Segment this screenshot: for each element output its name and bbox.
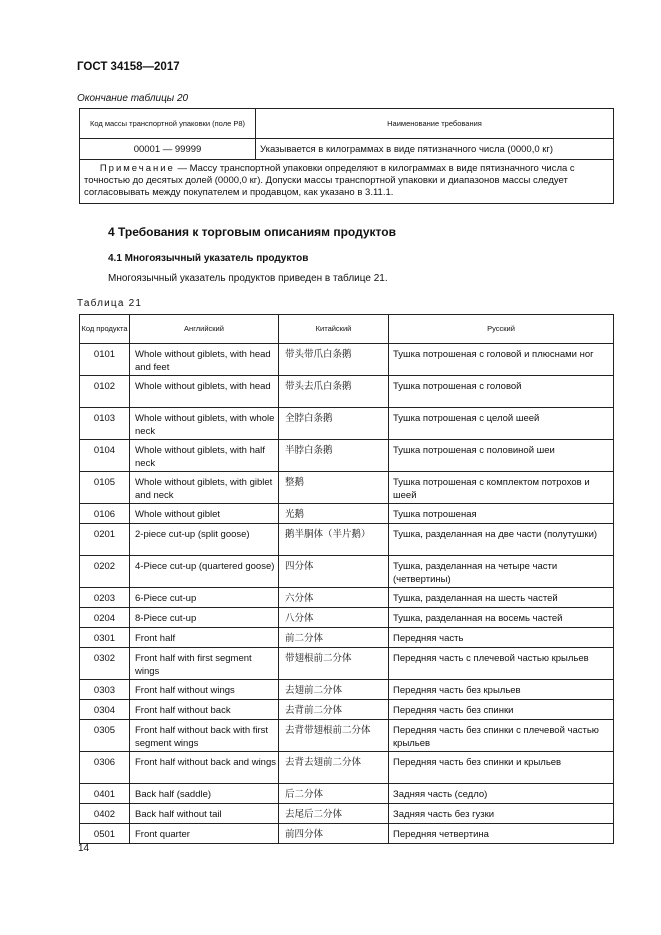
chinese-cell: 带翅根前二分体 (279, 648, 389, 680)
russian-cell: Передняя часть (389, 628, 614, 648)
code-cell: 0402 (80, 804, 130, 824)
chinese-cell: 八分体 (279, 608, 389, 628)
table-row (80, 720, 614, 752)
table-21-body (80, 344, 614, 844)
chinese-cell: 带头带爪白条鹅 (279, 344, 389, 376)
table-row (80, 524, 614, 556)
col-header-code: Код продукта (80, 315, 130, 344)
code-cell: 0304 (80, 700, 130, 720)
english-cell: Front half (130, 628, 279, 648)
chinese-cell: 半脖白条鹅 (279, 440, 389, 472)
code-cell: 0105 (80, 472, 130, 504)
section-4-heading: 4 Требования к торговым описаниям продуктов (108, 225, 396, 239)
code-cell: 0204 (80, 608, 130, 628)
english-cell: Whole without giblets, with giblet and neck (130, 472, 279, 504)
russian-cell: Передняя часть без спинки и крыльев (389, 752, 614, 784)
table-20-row (80, 139, 614, 160)
note-label: Примечание (99, 163, 175, 174)
table-row (80, 556, 614, 588)
col-header-russian: Русский (389, 315, 614, 344)
col-header-english: Английский (130, 315, 279, 344)
section-4-1-intro: Многоязычный указатель продуктов приведен в таблице 21. (108, 273, 388, 284)
russian-cell: Тушка потрошеная с целой шеей (389, 408, 614, 440)
russian-cell: Задняя часть (седло) (389, 784, 614, 804)
chinese-cell: 去背去翅前二分体 (279, 752, 389, 784)
table-row (80, 504, 614, 524)
table-20 (79, 108, 614, 204)
russian-cell: Передняя четвертина (389, 824, 614, 844)
table-20-header-row (80, 109, 614, 139)
col-header-chinese: Китайский (279, 315, 389, 344)
table-row (80, 804, 614, 824)
chinese-cell: 前四分体 (279, 824, 389, 844)
chinese-cell: 带头去爪白条鹅 (279, 376, 389, 408)
table-row (80, 824, 614, 844)
russian-cell: Тушка потрошеная с комплектом потрохов и шеей (389, 472, 614, 504)
table-21 (79, 314, 614, 844)
table-row (80, 752, 614, 784)
note-text: — Массу транспортной упаковки определяют в килограммах в виде пятизначного числа с точностью до десятых долей (0000,0 кг). Допуски массы транспортной упаковки и диапазонов массы следует согласовывать между покупателем и продавцом, как указано в 3.11.1. (84, 163, 575, 198)
russian-cell: Тушка потрошеная с головой и плюснами ног (389, 344, 614, 376)
code-cell: 0101 (80, 344, 130, 376)
code-cell: 0202 (80, 556, 130, 588)
code-cell: 0303 (80, 680, 130, 700)
english-cell: Front half without back with first segment wings (130, 720, 279, 752)
table-20-col-code-header: Код массы транспортной упаковки (поле P8) (80, 109, 256, 139)
english-cell: Back half (saddle) (130, 784, 279, 804)
russian-cell: Тушка потрошеная с половиной шеи (389, 440, 614, 472)
code-cell: 0305 (80, 720, 130, 752)
russian-cell: Тушка, разделанная на шесть частей (389, 588, 614, 608)
table-20-col-name-header: Наименование требования (256, 109, 614, 139)
section-4-1-heading: 4.1 Многоязычный указатель продуктов (108, 253, 309, 264)
table-21-header-row (80, 315, 614, 344)
table-row (80, 608, 614, 628)
code-cell: 0104 (80, 440, 130, 472)
russian-cell: Тушка, разделанная на восемь частей (389, 608, 614, 628)
code-cell: 0106 (80, 504, 130, 524)
code-cell: 0302 (80, 648, 130, 680)
table-row (80, 700, 614, 720)
chinese-cell: 去翅前二分体 (279, 680, 389, 700)
table-row (80, 376, 614, 408)
code-cell: 0301 (80, 628, 130, 648)
russian-cell: Тушка, разделанная на две части (полутушки) (389, 524, 614, 556)
chinese-cell: 六分体 (279, 588, 389, 608)
chinese-cell: 全脖白条鹅 (279, 408, 389, 440)
russian-cell: Тушка, разделанная на четыре части (четвертины) (389, 556, 614, 588)
page-number: 14 (78, 843, 90, 854)
english-cell: Front half with first segment wings (130, 648, 279, 680)
table-row (80, 680, 614, 700)
table-row (80, 408, 614, 440)
chinese-cell: 去背前二分体 (279, 700, 389, 720)
english-cell: Whole without giblets, with head and feet (130, 344, 279, 376)
russian-cell: Задняя часть без гузки (389, 804, 614, 824)
table-20-code-cell: 00001 — 99999 (80, 139, 256, 160)
russian-cell: Тушка потрошеная (389, 504, 614, 524)
russian-cell: Передняя часть без спинки (389, 700, 614, 720)
code-cell: 0201 (80, 524, 130, 556)
russian-cell: Передняя часть без спинки с плечевой частью крыльев (389, 720, 614, 752)
chinese-cell: 前二分体 (279, 628, 389, 648)
code-cell: 0102 (80, 376, 130, 408)
table-row (80, 440, 614, 472)
chinese-cell: 光鹅 (279, 504, 389, 524)
chinese-cell: 四分体 (279, 556, 389, 588)
table-20-caption: Окончание таблицы 20 (77, 93, 189, 104)
english-cell: Front quarter (130, 824, 279, 844)
russian-cell: Передняя часть без крыльев (389, 680, 614, 700)
table-21-caption: Таблица 21 (77, 298, 143, 309)
english-cell: 4-Piece cut-up (quartered goose) (130, 556, 279, 588)
chinese-cell: 整鹅 (279, 472, 389, 504)
english-cell: Whole without giblets, with half neck (130, 440, 279, 472)
english-cell: 2-piece cut-up (split goose) (130, 524, 279, 556)
code-cell: 0306 (80, 752, 130, 784)
table-20-note (80, 160, 614, 204)
russian-cell: Тушка потрошеная с головой (389, 376, 614, 408)
code-cell: 0103 (80, 408, 130, 440)
english-cell: Whole without giblets, with head (130, 376, 279, 408)
english-cell: Front half without back and wings (130, 752, 279, 784)
english-cell: 8-Piece cut-up (130, 608, 279, 628)
table-row (80, 628, 614, 648)
chinese-cell: 去尾后二分体 (279, 804, 389, 824)
english-cell: Back half without tail (130, 804, 279, 824)
code-cell: 0203 (80, 588, 130, 608)
chinese-cell: 去背带翅根前二分体 (279, 720, 389, 752)
table-row (80, 784, 614, 804)
russian-cell: Передняя часть с плечевой частью крыльев (389, 648, 614, 680)
table-row (80, 344, 614, 376)
table-20-note-row (80, 160, 614, 204)
table-20-text-cell: Указывается в килограммах в виде пятизначного числа (0000,0 кг) (256, 139, 614, 160)
document-standard-number: ГОСТ 34158—2017 (77, 61, 180, 73)
table-row (80, 588, 614, 608)
table-row (80, 472, 614, 504)
english-cell: 6-Piece cut-up (130, 588, 279, 608)
english-cell: Front half without back (130, 700, 279, 720)
english-cell: Front half without wings (130, 680, 279, 700)
chinese-cell: 后二分体 (279, 784, 389, 804)
code-cell: 0401 (80, 784, 130, 804)
english-cell: Whole without giblets, with whole neck (130, 408, 279, 440)
english-cell: Whole without giblet (130, 504, 279, 524)
code-cell: 0501 (80, 824, 130, 844)
table-row (80, 648, 614, 680)
chinese-cell: 鹅半胴体（半片鹅） (279, 524, 389, 556)
